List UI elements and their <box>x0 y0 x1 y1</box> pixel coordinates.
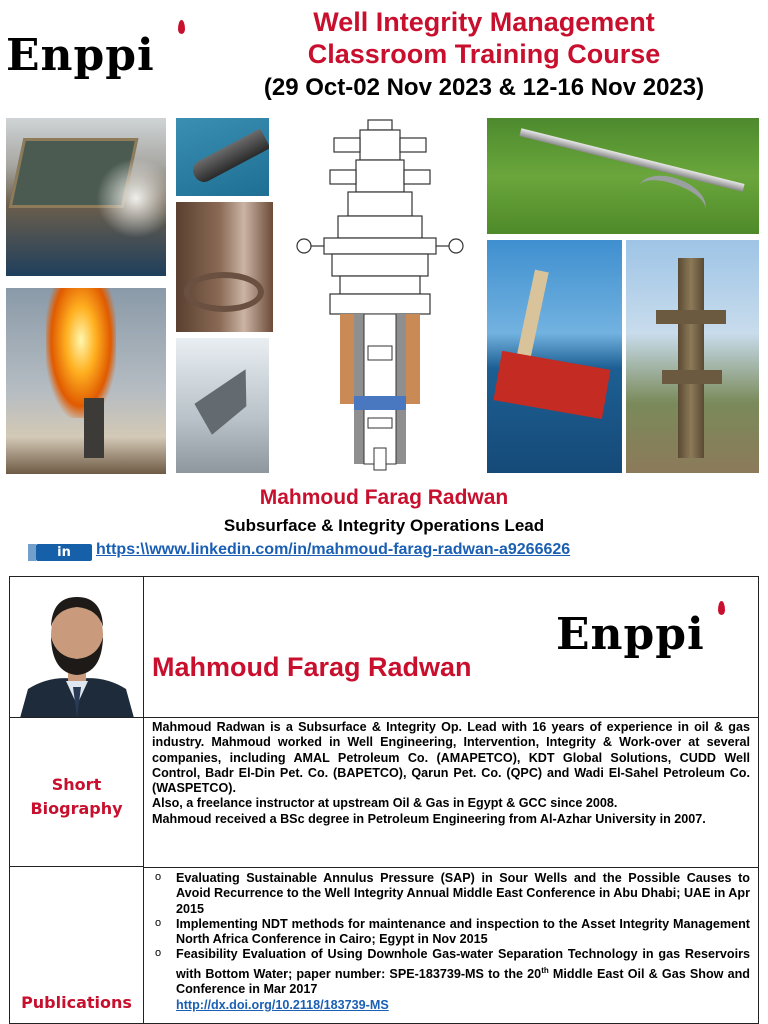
presenter-portrait <box>10 577 144 718</box>
short-biography-text <box>152 720 750 827</box>
logo-wordmark: Enppi <box>6 30 155 81</box>
publication-doi-row <box>152 998 750 1013</box>
presenter-name: Mahmoud Farag Radwan <box>259 486 509 509</box>
presenter-role: Subsurface & Integrity Operations Lead <box>223 516 545 535</box>
enppi-logo <box>6 18 186 90</box>
well-schematic-diagram <box>290 118 470 473</box>
publication-item: o Evaluating Sustainable Annulus Pressure (SAP) in Sour Wells and the Possible Causes to Avoid Recurrence to the Well Integrity Annual Middle East Conference in Abu Dhabi; UAE in Apr 2015 <box>152 871 750 917</box>
cv-table <box>9 576 759 1024</box>
row-divider <box>144 867 758 868</box>
bio-paragraph: Also, a freelance instructor at upstream Oil & Gas in Egypt & GCC since 2008. <box>152 796 618 811</box>
publications-label: Publications <box>10 867 144 1023</box>
course-title-line2: Classroom Training Course <box>307 39 661 69</box>
flame-icon <box>178 20 185 34</box>
damaged-casing-photo <box>176 338 269 473</box>
cv-header <box>144 577 758 718</box>
linkedin-icon: in <box>36 544 92 561</box>
ordinal-suffix: th <box>541 965 549 975</box>
course-dates: (29 Oct-02 Nov 2023 & 12-16 Nov 2023) <box>263 74 705 101</box>
bio-label-line1: Short <box>51 775 102 794</box>
bio-paragraph: Mahmoud received a BSc degree in Petroleum Engineering from Al-Azhar University in 2007. <box>152 811 706 826</box>
logo-wordmark-cv: Enppi <box>556 609 705 660</box>
downhole-tool-photo <box>176 118 269 196</box>
wireline-tool-on-grass-photo <box>487 118 759 234</box>
corroded-pipe-photo <box>176 202 273 332</box>
course-title-line1: Well Integrity Management <box>313 7 655 37</box>
bio-label-line2: Biography <box>30 799 123 818</box>
publications-list <box>152 871 750 1013</box>
well-fire-photo <box>6 288 166 474</box>
publication-item <box>152 947 750 997</box>
linkedin-link[interactable]: https:\\www.linkedin.com/in/mahmoud-farag-radwan-a9266626 <box>96 541 571 558</box>
bio-paragraph: Mahmoud Radwan is a Subsurface & Integrity Op. Lead with 16 years of experience in oil & gas industry. Mahmoud worked in Well Engineering, Intervention, Integrity & Work-over at several companies, including AMAL Petroleum Co. (AMAPETCO), KDT Global Solutions, CUDD Well Control, Badr El-Din Pet. Co. (BAPETCO), Qarun Pet. Co. (QPC) and Wadi El-Sahel Petroleum Co. (WASPETCO). <box>152 720 750 796</box>
cv-presenter-name: Mahmoud Farag Radwan <box>152 652 472 682</box>
publication-doi-link[interactable]: http://dx.doi.org/10.2118/183739-MS <box>176 997 389 1012</box>
wellhead-christmas-tree-photo <box>626 240 759 473</box>
course-title-block <box>200 6 768 104</box>
publication-text: Feasibility Evaluation of Using Downhole Gas-water Separation Technology in gas Reservoirs with Bottom Water; paper number: SPE-183739-MS to the 20 <box>176 947 750 981</box>
publication-text: Middle East Oil & Gas Show and Conference in Mar 2017 <box>176 966 750 997</box>
publication-item: o Implementing NDT methods for maintenance and inspection to the Asset Integrity Management North Africa Conference in Cairo; Egypt in Nov 2015 <box>152 917 750 948</box>
flame-icon <box>718 601 725 615</box>
short-biography-label <box>10 718 144 867</box>
offshore-platform-photo <box>6 118 166 276</box>
enppi-logo-cv <box>556 599 736 669</box>
tilted-rig-photo <box>487 240 622 473</box>
